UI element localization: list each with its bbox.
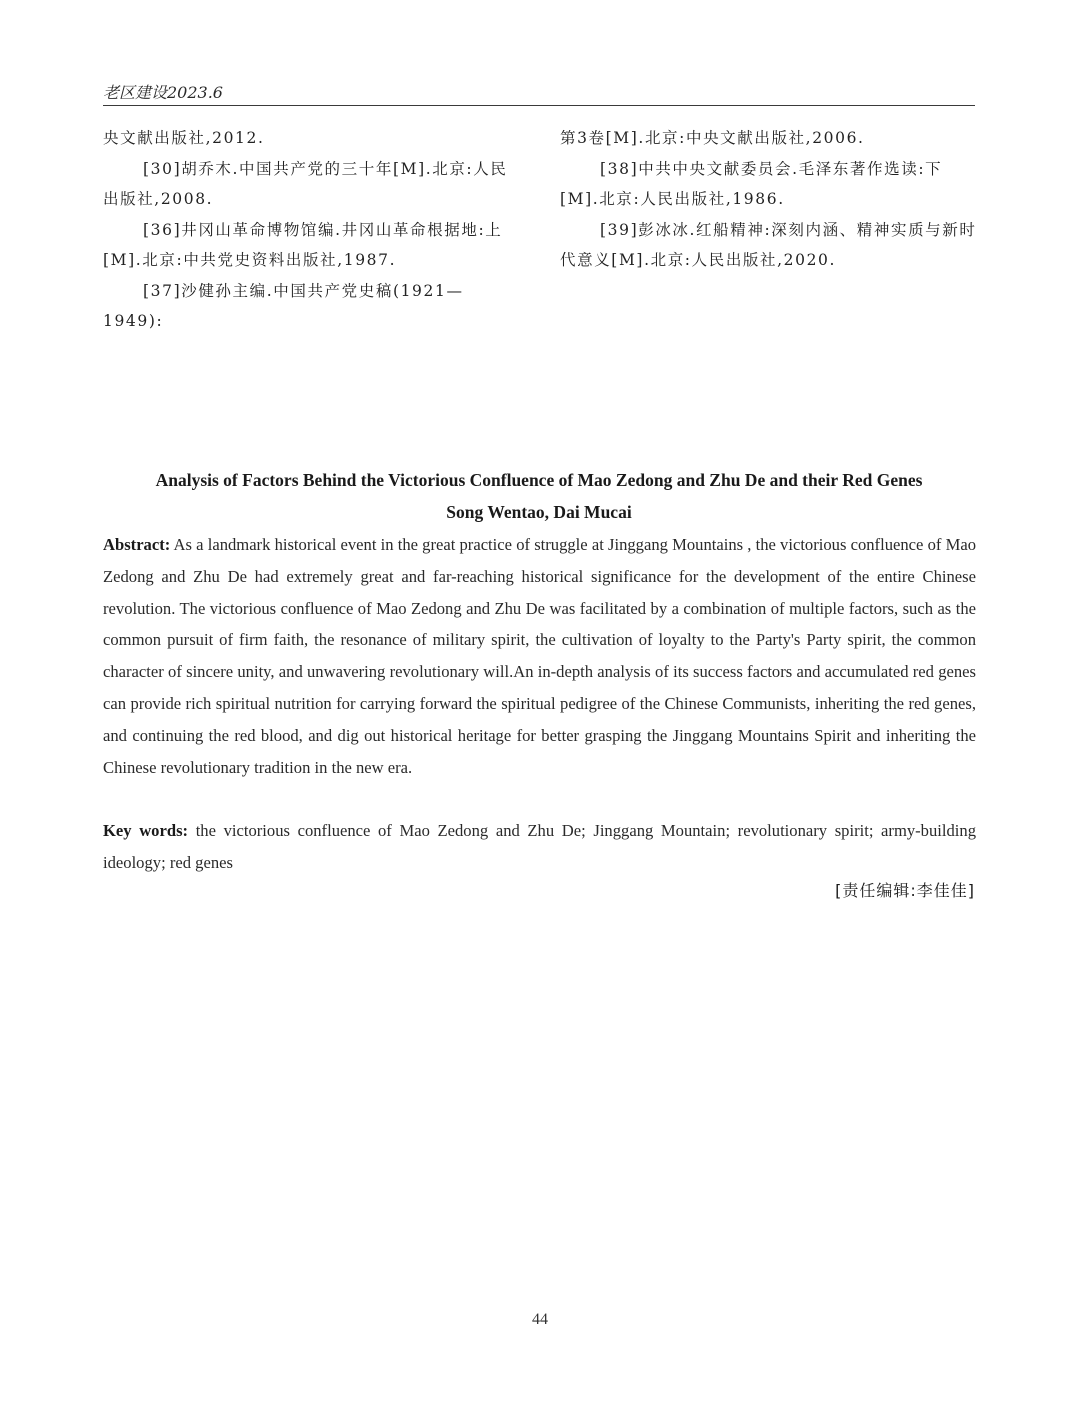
reference-item: [37]沙健孙主编.中国共产党史稿(1921—1949): xyxy=(103,281,464,330)
reference-item: [38]中共中央文献委员会.毛泽东著作选读:下[M].北京:人民出版社,1986. xyxy=(560,159,943,208)
article-title: Analysis of Factors Behind the Victorious Confluence of Mao Zedong and Zhu De and their Red Genes xyxy=(155,470,923,490)
reference-item: [30]胡乔木.中国共产党的三十年[M].北京:人民出版社,2008. xyxy=(103,159,508,208)
keywords-label: Key words: xyxy=(103,821,189,840)
header-rule xyxy=(103,105,975,106)
running-header xyxy=(103,80,975,104)
journal-title: 老区建设2023.6 xyxy=(103,83,223,102)
reference-item: 央文献出版社,2012. xyxy=(103,129,265,147)
abstract-label: Abstract: xyxy=(103,535,171,554)
abstract xyxy=(103,529,976,783)
reference-item: [36]井冈山革命博物馆编.井冈山革命根据地:上[M].北京:中共党史资料出版社,1987. xyxy=(103,220,503,269)
article-authors: Song Wentao, Dai Mucai xyxy=(446,502,632,522)
reference-item: 第3卷[M].北京:中央文献出版社,2006. xyxy=(560,129,865,147)
abstract-text: As a landmark historical event in the great practice of struggle at Jinggang Mountains , the victorious confluence of Mao Zedong and Zhu De had extremely great and far-reaching historical significance for the development of the entire Chinese revolution. The victorious confluence of Mao Zedong and Zhu De was facilitated by a combination of multiple factors, such as the common pursuit of firm faith, the resonance of military spirit, the cultivation of loyalty to the Party's Party spirit, the common character of sincere unity, and unwavering revolutionary will.An in-depth analysis of its success factors and accumulated red genes can provide rich spiritual nutrition for carrying forward the spiritual pedigree of the Chinese Communists, inheriting the red genes, and continuing the red blood, and dig out historical heritage for better grasping the Jinggang Mountains Spirit and inheriting the Chinese revolutionary tradition in the new era. xyxy=(103,535,976,777)
keywords xyxy=(103,815,976,879)
reference-column-right xyxy=(560,123,978,276)
reference-item: [39]彭冰冰.红船精神:深刻内涵、精神实质与新时代意义[M].北京:人民出版社,2020. xyxy=(560,220,977,269)
keywords-text: the victorious confluence of Mao Zedong and Zhu De; Jinggang Mountain; revolutionary spirit; army-building ideology; red genes xyxy=(103,821,976,872)
page-number: 44 xyxy=(532,1311,548,1328)
responsible-editor: [责任编辑:李佳佳] xyxy=(835,881,975,900)
reference-column-left xyxy=(103,123,523,337)
